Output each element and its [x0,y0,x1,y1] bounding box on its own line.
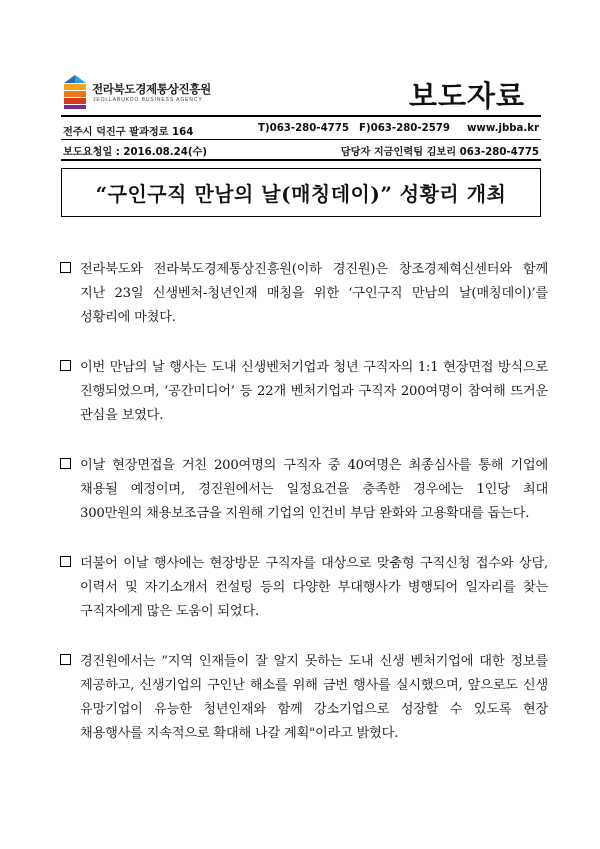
agency-logo-icon [62,75,88,109]
release-info-row [61,139,541,159]
address-text: 전주시 덕진구 팔과정로 164 [63,127,194,138]
paragraph-text: 이날 현장면접을 거친 200여명의 구직자 중 40여명은 최종심사를 통해 기업에 채용될 예정이며, 경진원에서는 일정요건을 충족한 경우에는 1인당 최대 300만원의 채용보조금을 지원해 기업의 인건비 부담 완화와 고용확대를 돕는다. [80,458,548,521]
paragraph-item [60,552,548,624]
checkbox-bullet-icon [60,458,71,469]
paragraph-text: 전라북도와 전라북도경제통상진흥원(이하 경진원)은 창조경제혁신센터와 함께 지난 23일 신생벤처-청년인재 매칭을 위한 ‘구인구직 만남의 날(매칭데이)’를 성황리에 마쳤다. [80,262,548,325]
contact-info-box [61,115,541,161]
request-date-text: 보도요청일 : 2016.08.24(수) [63,147,207,158]
organization-logo [62,75,222,115]
paragraph-item [60,356,548,428]
paragraph-text: 경진원에서는 “지역 인재들이 잘 알지 못하는 도내 신생 벤처기업에 대한 정보를 제공하고, 신생기업의 구인난 해소를 위해 금번 행사를 실시했으며, 앞으로도 신생 유망기업이 유능한 청년인재와 함께 강소기업으로 성장할 수 있도록 현장 채용행사를 지속적으로 확대해 나갈 계획"이라고 밝혔다. [80,654,548,741]
body-paragraphs [60,258,548,772]
org-name-korean: 전라북도경제통상진흥원 [92,82,211,96]
paragraph-text: 이번 만남의 날 행사는 도내 신생벤처기업과 청년 구직자의 1:1 현장면접 방식으로 진행되었으며, ‘공간미디어’ 등 22개 벤처기업과 구직자 200여명이 참여해 뜨거운 관심을 보였다. [80,360,548,423]
fax-text: F)063-280-2579 [359,123,450,134]
checkbox-bullet-icon [60,556,71,567]
contact-row [61,119,541,140]
checkbox-bullet-icon [60,360,71,371]
press-release-title: “구인구직 만남의 날(매칭데이)” 성황리 개최 [95,182,507,206]
telephone-text: T)063-280-4775 [258,123,349,134]
paragraph-item [60,454,548,526]
document-type-heading: 보도자료 [408,79,525,113]
manager-text: 담당자 지금인력팀 김보리 063-280-4775 [340,147,539,158]
paragraph-item [60,650,548,746]
paragraph-text: 더불어 이날 행사에는 현장방문 구직자를 대상으로 맞춤형 구직신청 접수와 상담, 이력서 및 자기소개서 컨설팅 등의 다양한 부대행사가 병행되어 일자리를 찾는 구직자에게 많은 도움이 되었다. [80,556,548,619]
checkbox-bullet-icon [60,654,71,665]
website-link[interactable]: www.jbba.kr [467,123,540,134]
title-box [61,168,541,217]
paragraph-item [60,258,548,330]
org-name-english: JEOLLABUKDO BUSINESS AGENCY [93,97,203,103]
checkbox-bullet-icon [60,262,71,273]
